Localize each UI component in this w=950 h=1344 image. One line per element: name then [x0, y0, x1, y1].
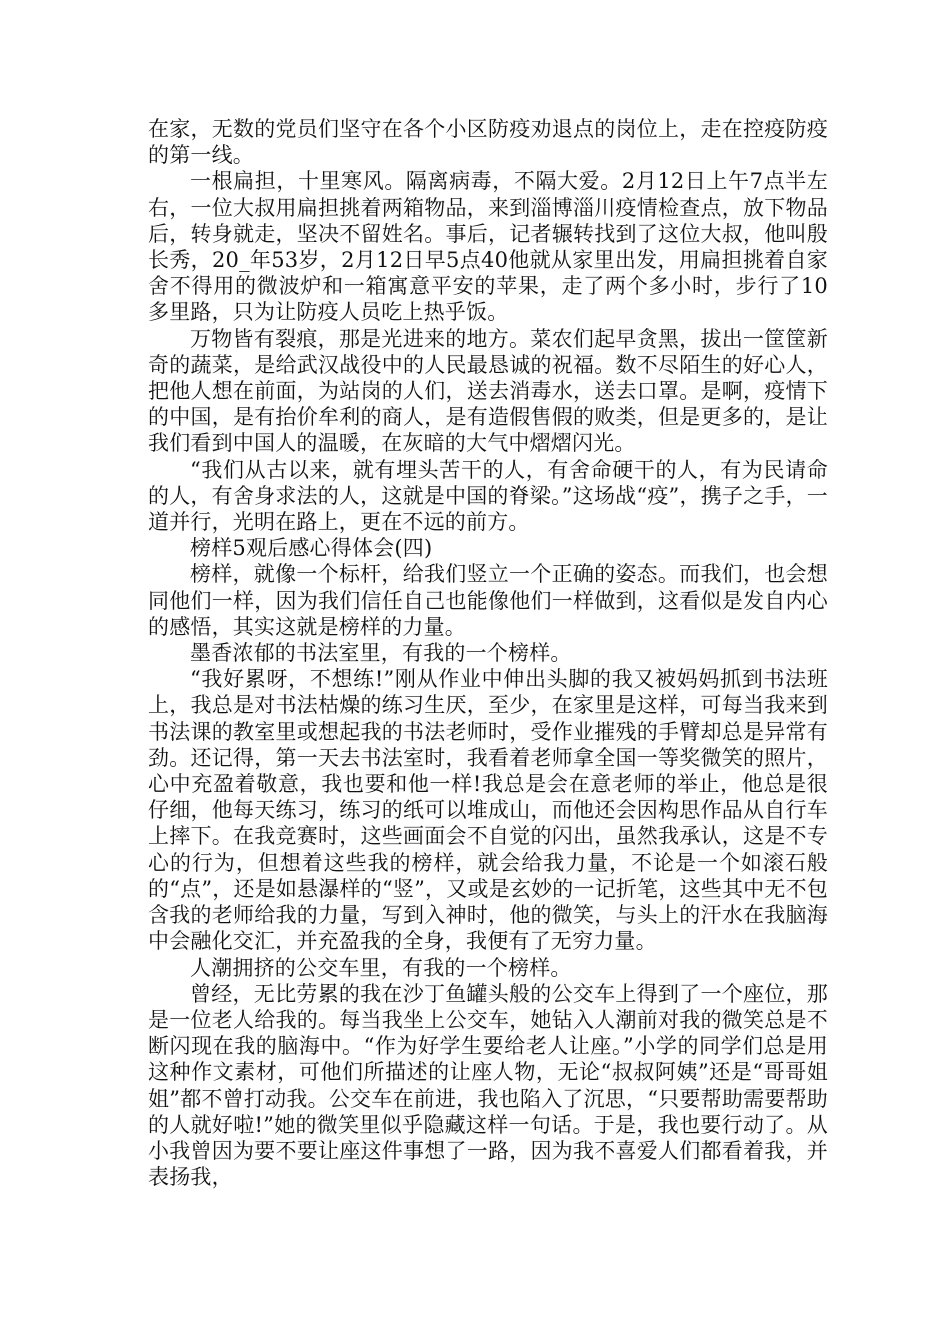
paragraph-1: 在家，无数的党员们坚守在各个小区防疫劝退点的岗位上，走在控疫防疫的第一线。	[148, 117, 828, 168]
paragraph-8: 人潮拥挤的公交车里，有我的一个榜样。	[190, 955, 572, 980]
paragraph-6: 墨香浓郁的书法室里，有我的一个榜样。	[190, 641, 572, 666]
document-body	[148, 116, 828, 1190]
section-heading: 榜样5观后感心得体会(四)	[190, 536, 433, 561]
paragraph-4: “我们从古以来，就有埋头苦干的人，有舍命硬干的人，有为民请命的人，有舍身求法的人，这就是中国的脊梁。”这场战“疫”，携子之手，一道并行，光明在路上，更在不远的前方。	[148, 457, 828, 535]
paragraph-5: 榜样，就像一个标杆，给我们竖立一个正确的姿态。而我们，也会想同他们一样，因为我们信任自己也能像他们一样做到，这看似是发自内心的感悟，其实这就是榜样的力量。	[148, 562, 828, 639]
paragraph-9: 曾经，无比劳累的我在沙丁鱼罐头般的公交车上得到了一个座位，那是一位老人给我的。每当我坐上公交车，她钻入人潮前对我的微笑总是不断闪现在我的脑海中。“作为好学生要给老人让座。”小学的同学们总是用这种作文素材，可他们所描述的让座人物，无论“叔叔阿姨”还是“哥哥姐姐”都不曾打动我。公交车在前进，我也陷入了沉思，“只要帮助需要帮助的人就好啦!”她的微笑里似乎隐藏这样一句话。于是，我也要行动了。从小我曾因为要不要让座这件事想了一路，因为我不喜爱人们都看着我，并表扬我，	[148, 981, 828, 1190]
paragraph-2: 一根扁担，十里寒风。隔离病毒，不隔大爱。2月12日上午7点半左右，一位大叔用扁担挑着两箱物品，来到淄博淄川疫情检查点，放下物品后，转身就走，坚决不留姓名。事后，记者辗转找到了这位大叔，他叫殷长秀，20_年53岁，2月12日早5点40他就从家里出发，用扁担挑着自家舍不得用的微波炉和一箱寓意平安的苹果，走了两个多小时，步行了10多里路，只为让防疫人员吃上热乎饭。	[148, 169, 828, 325]
paragraph-7: “我好累呀，不想练!”刚从作业中伸出头脚的我又被妈妈抓到书法班上，我总是对书法枯燥的练习生厌，至少，在家里是这样，可每当我来到书法课的教室里或想起我的书法老师时，受作业摧残的手臂却总是异常有劲。还记得，第一天去书法室时，我看着老师拿全国一等奖微笑的照片，心中充盈着敬意，我也要和他一样!我总是会在意老师的举止，他总是很仔细，他每天练习，练习的纸可以堆成山，而他还会因构思作品从自行车上摔下。在我竞赛时，这些画面会不自觉的闪出，虽然我承认，这是不专心的行为，但想着这些我的榜样，就会给我力量，不论是一个如滚石般的“点”，还是如悬瀑样的“竖”，又或是玄妙的一记折笔，这些其中无不包含我的老师给我的力量，写到入神时，他的微笑，与头上的汗水在我脑海中会融化交汇，并充盈我的全身，我便有了无穷力量。	[148, 667, 828, 954]
paragraph-3: 万物皆有裂痕，那是光进来的地方。菜农们起早贪黑，拔出一筐筐新奇的蔬菜，是给武汉战役中的人民最恳诚的祝福。数不尽陌生的好心人，把他人想在前面，为站岗的人们，送去消毒水，送去口罩。是啊，疫情下的中国，是有抬价牟利的商人，是有造假售假的败类，但是更多的，是让我们看到中国人的温暖，在灰暗的大气中熠熠闪光。	[148, 326, 828, 456]
